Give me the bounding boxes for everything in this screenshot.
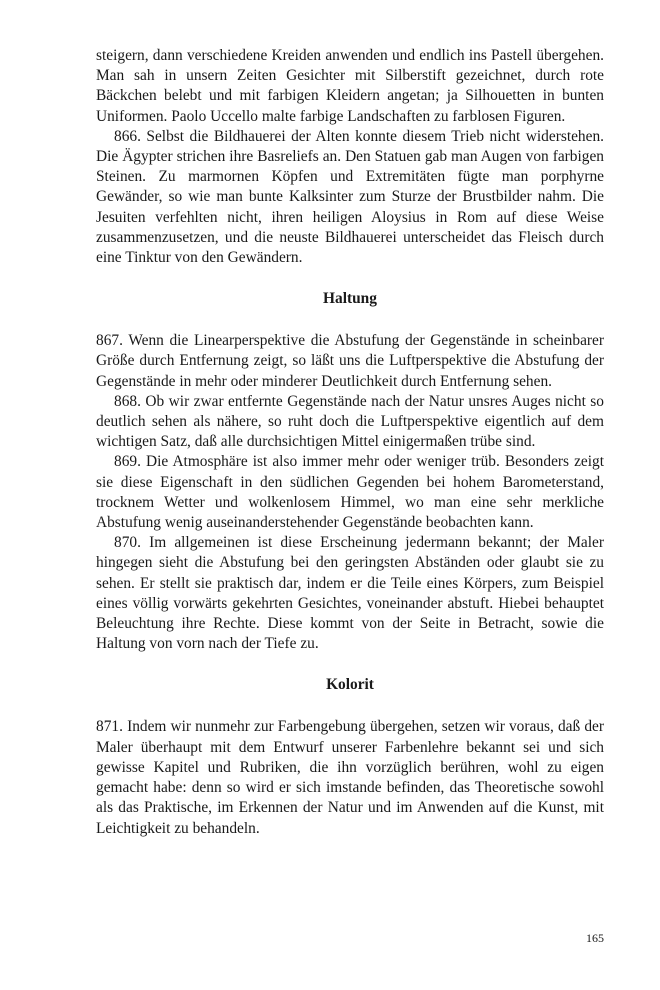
section-heading-kolorit: Kolorit [326, 676, 374, 694]
paragraph-continuation: steigern, dann verschiedene Kreiden anwenden und endlich ins Pastell übergehen. Man sah in unsern Zeiten Gesichter mit Silberstift gezeichnet, durch rote Bäckchen belebt und mit farbigen Kleidern angetan; ja Silhouetten in bunten Uniformen. Paolo Uccello malte farbige Landschaften zu farblosen Figuren. [96, 47, 604, 125]
page-number: 165 [586, 931, 604, 945]
paragraph-869: 869. Die Atmosphäre ist also immer mehr oder weniger trüb. Besonders zeigt sie diese Eigenschaft in den südlichen Gegenden bei hohem Barometerstand, trocknem Wetter und wolkenlosem Himmel, wo man eine sehr merkliche Abstufung wenig auseinanderstehender Gegenstände beobachten kann. [96, 453, 604, 532]
page-text-block [96, 46, 604, 839]
paragraph-870: 870. Im allgemeinen ist diese Erscheinung jedermann bekannt; der Maler hingegen sieht die Abstufung bei den geringsten Abständen oder glaubt sie zu sehen. Er stellt sie praktisch dar, indem er die Teile eines Körpers, zum Beispiel eines völlig vorwärts gekehrten Gesichtes, voneinander abstuft. Hiebei behauptet Beleuchtung ihre Rechte. Diese kommt von der Seite in Betracht, sowie die Haltung von vorn nach der Tiefe zu. [96, 534, 604, 653]
paragraph-871: 871. Indem wir nunmehr zur Farbengebung übergehen, setzen wir voraus, daß der Maler überhaupt mit dem Entwurf unserer Farbenlehre bekannt sei und sich gewisse Kapitel und Rubriken, die ihn vorzüglich berühren, wohl zu eigen gemacht habe: denn so wird er sich imstande befinden, das Theoretische sowohl als das Praktische, im Erkennen der Natur und im Anwenden auf die Kunst, mit Leichtigkeit zu behandeln. [96, 718, 604, 837]
paragraph-866: 866. Selbst die Bildhauerei der Alten konnte diesem Trieb nicht widerstehen. Die Ägypter strichen ihre Basreliefs an. Den Statuen gab man Augen von farbigen Steinen. Zu marmornen Köpfen und Extremitäten fügte man porphyrne Gewänder, so wie man bunte Kalksinter zum Sturze der Brustbilder nahm. Die Jesuiten verfehlten nicht, ihren heiligen Aloysius in Rom auf diese Weise zusammenzusetzen, und die neuste Bildhauerei unterscheidet das Fleisch durch eine Tinktur von den Gewändern. [96, 127, 604, 267]
paragraph-867: 867. Wenn die Linearperspektive die Abstufung der Gegenstände in scheinbarer Größe durch Entfernung zeigt, so läßt uns die Luftperspektive die Abstufung der Gegenstände in mehr oder minderer Deutlichkeit durch Entfernung sehen. [96, 332, 604, 390]
section-heading-haltung: Haltung [323, 290, 377, 308]
paragraph-868: 868. Ob wir zwar entfernte Gegenstände nach der Natur unsres Auges nicht so deutlich sehen als nähere, so ruht doch die Luftperspektive eigentlich auf dem wichtigen Satz, daß alle durchsichtigen Mittel einigermaßen trübe sind. [96, 392, 604, 451]
